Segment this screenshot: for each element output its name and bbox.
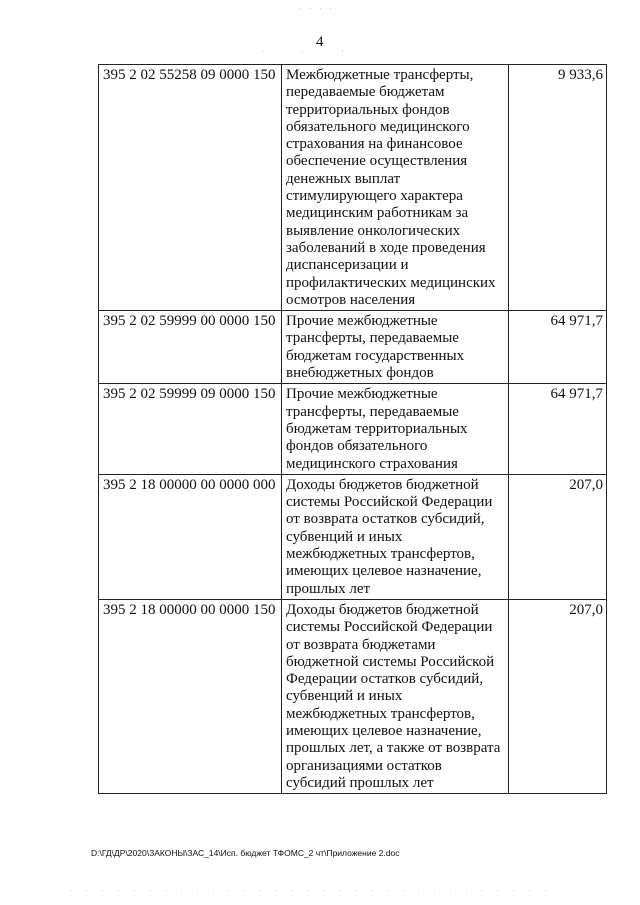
table-row xyxy=(99,599,607,793)
page-number: 4 xyxy=(316,34,324,50)
scan-mark-header: ' · ' xyxy=(262,50,362,57)
income-name: Прочие межбюджетные трансферты, передаваемые бюджетам государственных внебюджетных фондов xyxy=(282,311,509,384)
amount-value: 207,0 xyxy=(509,599,607,793)
table-row xyxy=(99,474,607,599)
table-row xyxy=(99,384,607,474)
amount-value: 207,0 xyxy=(509,474,607,599)
budget-classification-code: 395 2 02 59999 09 0000 150 xyxy=(99,384,282,474)
amount-value: 9 933,6 xyxy=(509,65,607,311)
income-name: Доходы бюджетов бюджетной системы Российской Федерации от возврата остатков субсидий, субвенций и иных межбюджетных трансфертов, имеющих целевое назначение, прошлых лет xyxy=(282,474,509,599)
budget-classification-code: 395 2 18 00000 00 0000 150 xyxy=(99,599,282,793)
footer-file-path: D:\ГД\ДР\2020\ЗАКОНЫ\ЗАС_14\Исп. бюджет ТФОМС_2 чт\Приложение 2.doc xyxy=(91,848,400,858)
budget-classification-code: 395 2 18 00000 00 0000 000 xyxy=(99,474,282,599)
budget-classification-code: 395 2 02 55258 09 0000 150 xyxy=(99,65,282,311)
budget-income-table xyxy=(98,64,607,794)
income-name: Прочие межбюджетные трансферты, передаваемые бюджетам территориальных фондов обязательного медицинского страхования xyxy=(282,384,509,474)
scan-mark-top: · · · · xyxy=(300,6,335,13)
table-row xyxy=(99,311,607,384)
budget-classification-code: 395 2 02 59999 00 0000 150 xyxy=(99,311,282,384)
table-row xyxy=(99,65,607,311)
income-name: Межбюджетные трансферты, передаваемые бюджетам территориальных фондов обязательного медицинского страхования на финансовое обеспечение осуществления денежных выплат стимулирующего характера медицинским работникам за выявление онкологических заболеваний в ходе проведения диспансеризации и профилактических медицинских осмотров населения xyxy=(282,65,509,311)
amount-value: 64 971,7 xyxy=(509,384,607,474)
income-name: Доходы бюджетов бюджетной системы Российской Федерации от возврата бюджетами бюджетной системы Российской Федерации остатков субсидий, субвенций и иных межбюджетных трансфертов, имеющих целевое назначение, прошлых лет, а также от возврата организациями остатков субсидий прошлых лет xyxy=(282,599,509,793)
amount-value: 64 971,7 xyxy=(509,311,607,384)
scan-mark-bottom: · · · · · · · · · · · · · · · · · · · · · · · · · · · · · · · xyxy=(70,888,553,895)
